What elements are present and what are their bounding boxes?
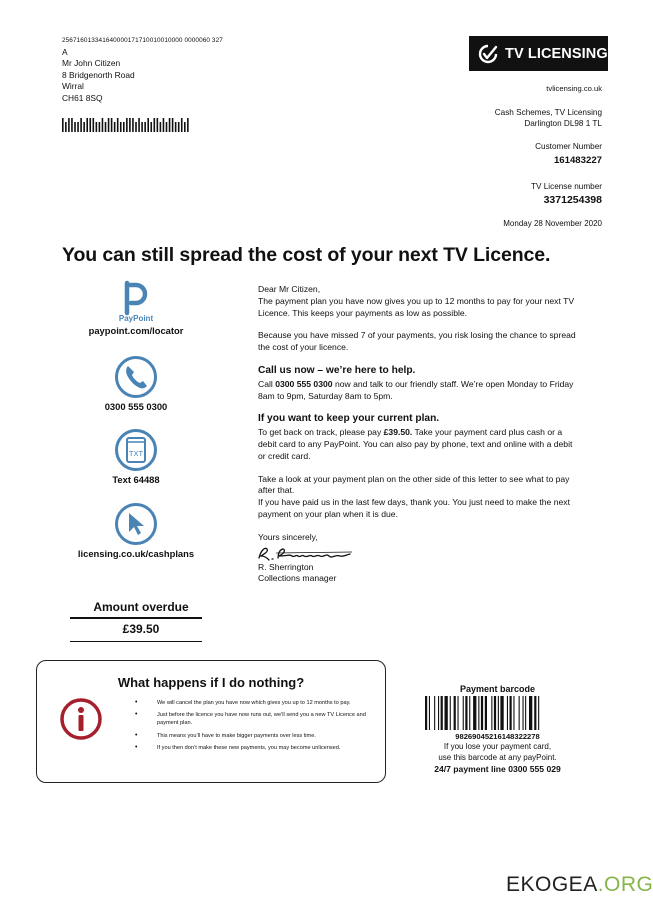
website: tvlicensing.co.uk [546,84,602,93]
list-item: • If you then don’t make these new payments, you may become unlicensed. [157,744,372,752]
keep-plan-heading: If you want to keep your current plan. [258,413,440,425]
paypoint-icon [116,280,156,318]
text-number[interactable]: Text 64488 [112,474,160,485]
payment-line[interactable]: 24/7 payment line 0300 555 029 [434,764,561,774]
headline: You can still spread the cost of your next TV Licence. [62,244,551,266]
text-message-icon [114,428,158,472]
amount-overdue-label: Amount overdue [93,600,189,614]
sender-line2: Darlington DL98 1 TL [524,119,602,128]
paypoint-brand: PayPoint [118,314,154,323]
paypoint-block [62,280,210,336]
payment-barcode-block [415,684,580,774]
licence-number-label: TV License number [531,182,602,191]
postal-barcode [62,118,192,132]
call-number[interactable]: 0300 555 0300 [275,378,333,389]
closing: Yours sincerely, [258,531,318,542]
divider [70,641,202,643]
keep-text-pre: To get back on track, please pay [258,427,384,438]
list-item: • We will cancel the plan you have now which gives you up to 12 months to pay. [157,699,372,707]
paypoint-link[interactable]: paypoint.com/locator [88,325,184,336]
letter-date: Monday 28 November 2020 [503,219,602,228]
tv-licensing-logo [469,36,608,71]
call-text-post: now and talk to our friendly staff. We’re open Monday to Friday 8am to 9pm, Saturday 8am to 5pm. [258,378,574,401]
recipient-address-line2: Wirral [62,81,84,92]
cashplans-link[interactable]: licensing.co.uk/cashplans [77,548,195,559]
phone-block [62,355,210,412]
signer-role: Collections manager [258,573,337,584]
cursor-icon [114,502,158,546]
customer-number-label: Customer Number [535,142,602,151]
signature [256,544,356,562]
recipient-address-line1: 8 Bridgenorth Road [62,69,135,80]
text-block [62,428,210,485]
tick-tv-icon [477,43,499,65]
phone-number[interactable]: 0300 555 0300 [104,401,168,412]
watermark-part1: EKOGEA [506,873,598,896]
txt-badge: TXT [128,449,144,458]
paragraph-paid: If you have paid us in the last few days, thank you. You just need to make the next payment on your plan when it is due. [258,497,570,519]
barcode-note-line2: use this barcode at any payPoint. [438,753,557,762]
recipient-code: A [62,47,68,57]
consequence-list [157,699,372,756]
payment-barcode-title: Payment barcode [459,684,536,694]
amount-overdue-block [70,600,202,642]
signer-name: R. Sherrington [258,561,314,572]
paragraph-look: Take a look at your payment plan on the other side of this letter to see what to pay after that. [258,473,570,496]
info-icon [59,697,103,741]
licence-number: 3371254398 [543,194,602,206]
payment-barcode [423,696,573,730]
logo-text: TV LICENSING [505,45,608,62]
paragraph-plan: The payment plan you have now gives you up to 12 months to pay for your next TV Licence. This keeps your payments as low as possible. [258,295,575,318]
call-heading: Call us now – we’re here to help. [258,364,416,376]
list-item: • This means you’ll have to make bigger payments over less time. [157,732,372,740]
keep-amount: £39.50. [383,427,413,438]
letter-body [258,284,578,585]
customer-number: 161483227 [553,155,602,166]
sender-address [495,107,602,129]
amount-overdue-value: £39.50 [122,621,160,636]
sender-line1: Cash Schemes, TV Licensing [494,108,602,117]
watermark-part2: .ORG [597,873,653,896]
phone-icon [114,355,158,399]
list-item: • Just before the licence you have now runs out, we’ll send you a new TV Licence and payment plan. [157,711,372,727]
payment-barcode-number: 98269045216148322278 [455,732,540,741]
paragraph-missed: Because you have missed 7 of your payments, you risk losing the chance to spread the cost of your licence. [258,330,576,353]
keep-text-post: Take your payment card plus cash or a debit card to any PayPoint. You can also pay by phone, text and online with a debit or credit card. [258,427,573,461]
recipient-postcode: CH61 8SQ [62,92,103,103]
call-text-pre: Call [258,378,276,389]
what-happens-title: What happens if I do nothing? [117,675,305,690]
recipient-name: Mr John Citizen [62,58,121,69]
what-happens-box [36,660,386,783]
reference-number: 256716013341640000171710010010000 0000060 327 [62,37,223,44]
watermark [506,873,653,897]
greeting: Dear Mr Citizen, [258,284,321,294]
barcode-note-line1: If you lose your payment card, [443,742,552,751]
web-block [62,502,210,559]
recipient-address [62,47,135,104]
